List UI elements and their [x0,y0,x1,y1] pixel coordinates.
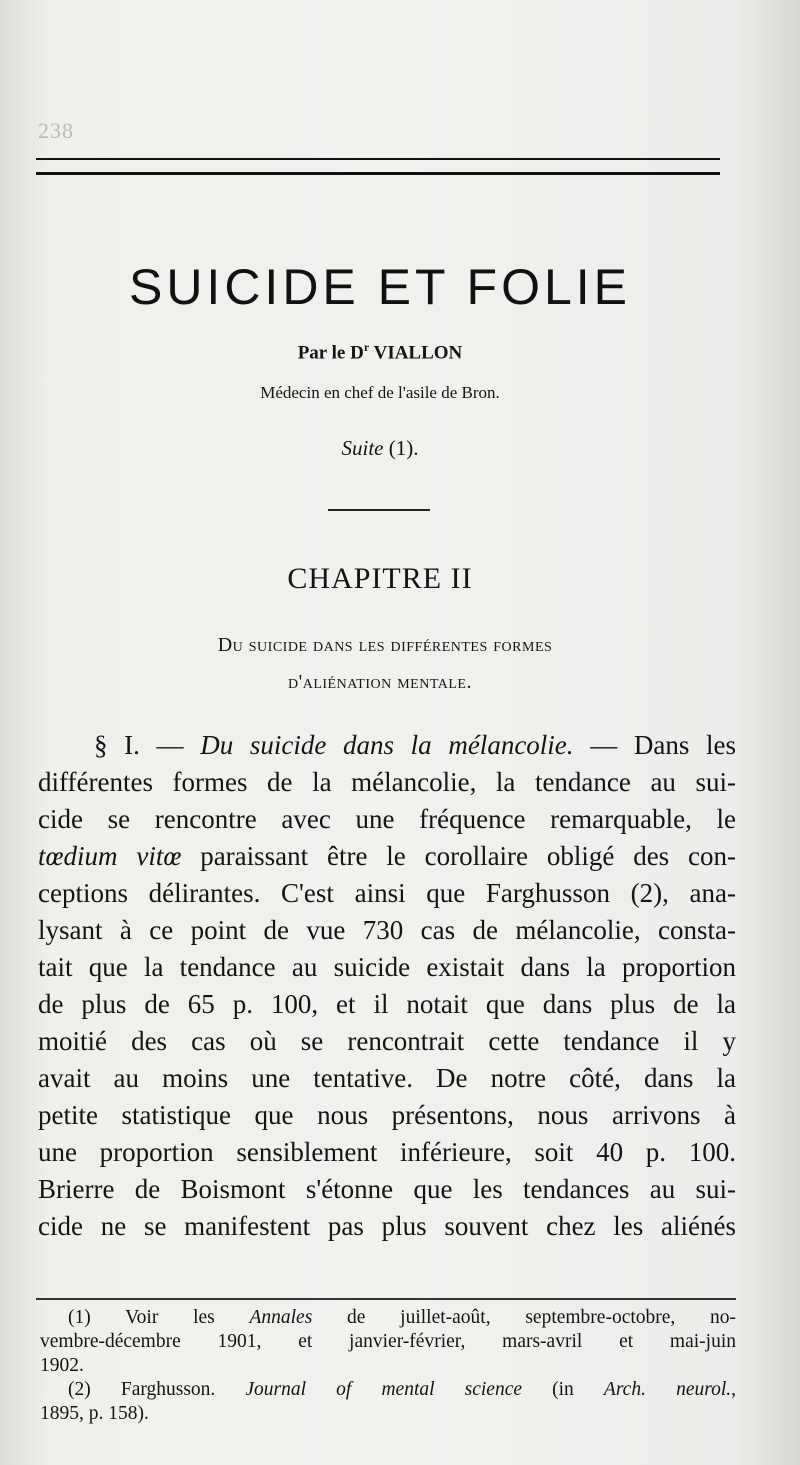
text-line: tait que la tendance au suicide existait dans la proportion [38,952,736,982]
continuation-note [0,436,760,461]
byline [0,340,760,364]
text-line: petite statistique que nous présentons, nous arrivons à [38,1100,736,1130]
section-title: Du suicide dans la mélancolie. [200,730,574,760]
footnote-2-journal: Journal of mental science [245,1379,523,1400]
body-paragraph [38,727,736,1245]
text-line: Brierre de Boismont s'étonne que les tendances au sui- [38,1174,736,1204]
footnote-2-line2: 1895, p. 158). [40,1403,149,1424]
text-line: lysant à ce point de vue 730 cas de mélancolie, consta- [38,915,736,945]
section-number: § I. — [94,730,184,760]
text-line: différentes formes de la mélancolie, la tendance au sui- [38,767,736,797]
footnote-rule [36,1298,736,1300]
footnote-2-journal2: Arch. neurol. [603,1379,732,1400]
text-line: tœdium vitœ paraissant être le corollaire obligé des con- [38,841,736,871]
footnote-1: (1) Voir les Annales de juillet-août, septembre-octobre, no- [68,1307,737,1328]
page-number: 238 [38,118,74,143]
footnote-1-journal: Annales [249,1307,313,1328]
footnote-1-line3: 1902. [40,1355,84,1376]
suite-word: Suite [341,436,384,460]
suite-ref: (1). [388,436,419,460]
text-line: de plus de 65 p. 100, et il notait que dans plus de la [38,989,736,1019]
text-line: une proportion sensiblement inférieure, soit 40 p. 100. [38,1137,736,1167]
latin-phrase: tœdium vitœ [38,841,182,871]
text-line: § I. — Du suicide dans la mélancolie. — Dans les [94,730,736,760]
article-title: SUICIDE ET FOLIE [128,259,632,315]
text-line: cide ne se manifestent pas plus souvent chez les aliénés [38,1211,736,1241]
byline-prefix: Par le D [297,342,364,364]
author-affiliation: Médecin en chef de l'asile de Bron. [260,383,500,402]
header-rule-thick [36,172,720,175]
footnotes [40,1306,736,1426]
footnote-1-line2: vembre-décembre 1901, et janvier-février, mars-avril et mai-juin [40,1331,736,1352]
byline-sup: r [363,340,370,354]
footnote-2: (2) Farghusson. Journal of mental science (in Arch. neurol., [68,1379,737,1400]
header-rule-thin [36,158,720,160]
text-line: ceptions délirantes. C'est ainsi que Farghusson (2), ana- [38,878,736,908]
text-line: cide se rencontre avec une fréquence remarquable, le [38,804,736,834]
chapter-heading: CHAPITRE II [287,562,473,595]
chapter-subtitle-line1: Du suicide dans les différentes formes [217,634,553,656]
text-line: avait au moins une tentative. De notre côté, dans la [38,1063,736,1093]
byline-author: VIALLON [373,342,463,364]
section-divider [328,509,430,511]
chapter-subtitle-line2: d'aliénation mentale. [288,671,472,693]
text-line: moitié des cas où se rencontrait cette tendance il y [38,1026,736,1056]
